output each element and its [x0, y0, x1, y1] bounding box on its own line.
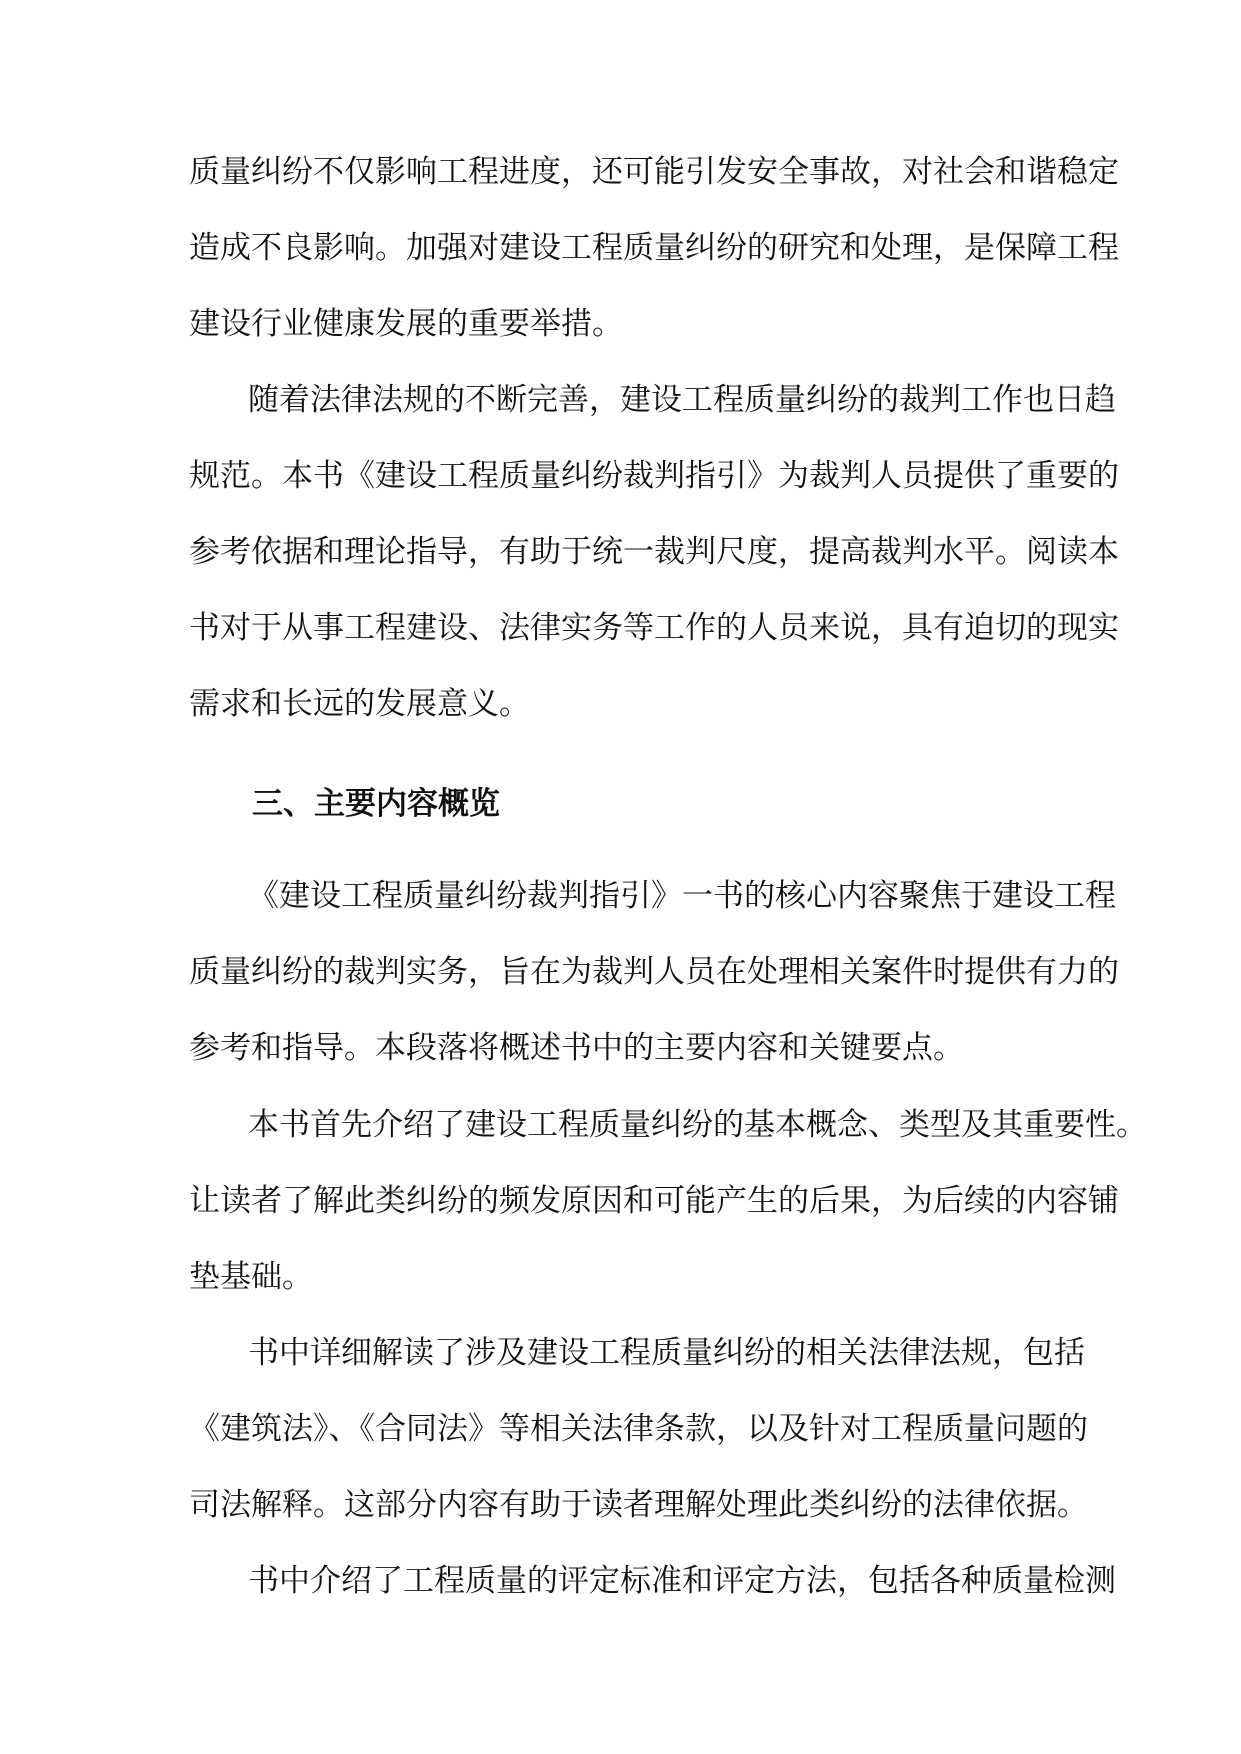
- paragraph-line: 造成不良影响。加强对建设工程质量纠纷的研究和处理，是保障工程: [189, 230, 1119, 266]
- paragraph-line: 参考和指导。本段落将概述书中的主要内容和关键要点。: [189, 1030, 964, 1066]
- paragraph-line: 本书首先介绍了建设工程质量纠纷的基本概念、类型及其重要性。: [248, 1107, 1147, 1143]
- paragraph-line: 参考依据和理论指导，有助于统一裁判尺度，提高裁判水平。阅读本: [189, 534, 1119, 570]
- paragraph-line: 书中详细解读了涉及建设工程质量纠纷的相关法律法规，包括: [248, 1335, 1085, 1371]
- paragraph-line: 需求和长远的发展意义。: [189, 686, 530, 722]
- paragraph-line: 让读者了解此类纠纷的频发原因和可能产生的后果，为后续的内容铺: [189, 1183, 1119, 1219]
- paragraph-line: 司法解释。这部分内容有助于读者理解处理此类纠纷的法律依据。: [189, 1487, 1088, 1523]
- paragraph-line: 随着法律法规的不断完善，建设工程质量纠纷的裁判工作也日趋: [248, 382, 1116, 418]
- section-heading: 三、主要内容概览: [252, 786, 500, 822]
- paragraph-line: 规范。本书《建设工程质量纠纷裁判指引》为裁判人员提供了重要的: [189, 458, 1119, 494]
- paragraph-line: 垫基础。: [189, 1259, 313, 1295]
- paragraph-line: 《建设工程质量纠纷裁判指引》一书的核心内容聚焦于建设工程: [248, 878, 1116, 914]
- paragraph-line: 书中介绍了工程质量的评定标准和评定方法，包括各种质量检测: [248, 1563, 1116, 1599]
- paragraph-line: 质量纠纷不仅影响工程进度，还可能引发安全事故，对社会和谐稳定: [189, 154, 1119, 190]
- paragraph-line: 质量纠纷的裁判实务，旨在为裁判人员在处理相关案件时提供有力的: [189, 954, 1119, 990]
- paragraph-line: 书对于从事工程建设、法律实务等工作的人员来说，具有迫切的现实: [189, 610, 1119, 646]
- paragraph-line: 建设行业健康发展的重要举措。: [189, 306, 623, 342]
- paragraph-line: 《建筑法》、《合同法》等相关法律条款，以及针对工程质量问题的: [189, 1411, 1088, 1447]
